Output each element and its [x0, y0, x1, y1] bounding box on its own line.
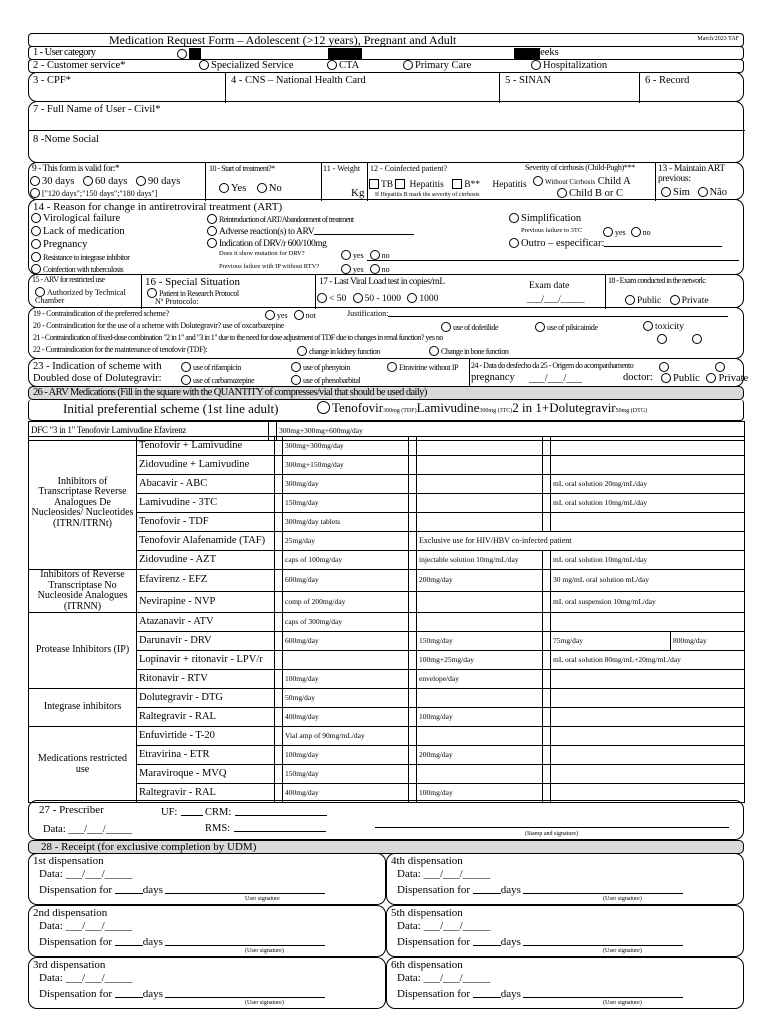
dispensation-title: 3rd dispensation — [33, 959, 106, 971]
dose-1 — [283, 651, 409, 670]
qty-box[interactable] — [275, 632, 283, 651]
dose-2: 150mg/day — [417, 632, 543, 651]
qty-box[interactable] — [275, 551, 283, 570]
reason-virological[interactable]: Virological failure — [31, 213, 120, 225]
dfc-dose: 300mg+300mg+600mg/day — [277, 422, 745, 441]
qty-box[interactable] — [275, 613, 283, 632]
doctor-options[interactable]: Public Private — [661, 373, 748, 385]
sinan-label: 5 - SINAN — [505, 75, 552, 86]
dose-1: 400mg/day — [283, 784, 409, 803]
viral-load-label: 17 - Last Viral Load test in copies/mL — [319, 277, 445, 287]
table-row — [29, 591, 745, 613]
maintain-options[interactable]: Sim Não — [661, 187, 727, 199]
dose-2 — [417, 437, 543, 456]
prev-3tc-answer[interactable]: yes no — [603, 227, 651, 238]
validity-row — [28, 162, 744, 200]
form-version: March/2023 TAF — [697, 36, 739, 42]
dose-3 — [551, 708, 745, 727]
stamp-label: (Stamp and signature) — [525, 831, 578, 837]
qty-box[interactable] — [275, 689, 283, 708]
start-options[interactable]: Yes No — [219, 183, 282, 195]
start-treatment-label: 10 - Start of treatment?* — [209, 164, 275, 173]
research-protocol[interactable]: Patient in Research Protocol — [147, 288, 239, 299]
dose-2 — [417, 689, 543, 708]
med-group-label: Integrase inhibitors — [29, 689, 137, 727]
drv-q1-answer[interactable]: yes no — [341, 250, 390, 261]
qty-box[interactable] — [275, 456, 283, 475]
outcome-label: 24 - Data do desfecho da 25 - Origem do acompanhamento — [471, 361, 634, 370]
reason-drv[interactable]: Indication of DRV/r 600/100mg — [207, 238, 326, 249]
qty-box[interactable] — [409, 532, 417, 551]
drug-name: Tenofovir Alafenamide (TAF) — [137, 532, 275, 551]
dispensation-title: 2nd dispensation — [33, 907, 108, 919]
full-name-label: 7 - Full Name of User - Civil* — [33, 104, 161, 115]
qty-box[interactable] — [409, 591, 417, 613]
contra-19: 19 - Contraindication of the preferred scheme? — [33, 309, 169, 318]
dispensation-days[interactable]: Dispensation for days — [39, 988, 325, 1000]
prescriber-date[interactable]: Data: ___/___/_____ — [43, 824, 132, 835]
drv-question-1: Does it show mutation for DRV? — [219, 250, 305, 257]
contra-20-toxicity[interactable]: toxicity — [643, 321, 684, 332]
dose-2: 200mg/day — [417, 570, 543, 592]
maintain-label: 13 - Maintain ART previous: — [658, 164, 725, 185]
doubled-phenobarbital[interactable]: use of phenobarbital — [291, 375, 360, 386]
qty-box[interactable] — [543, 456, 551, 475]
qty-box[interactable] — [409, 475, 417, 494]
med-group-label: Inhibitors of Reverse Transcriptase No Nucleoside Analogues (ITRNN) — [29, 570, 137, 613]
dose-2: injectable solution 10mg/mL/day — [417, 551, 543, 570]
drug-name: Efavirenz - EFZ — [137, 570, 275, 592]
table-row — [29, 613, 745, 632]
contra-22-bone[interactable]: Change in bone function — [429, 346, 508, 357]
drug-name: Nevirapine - NVP — [137, 591, 275, 613]
doubled-label-b: Doubled dose of Dolutegravir: — [33, 373, 162, 384]
dose-1: comp of 200mg/day — [283, 591, 409, 613]
qty-box[interactable] — [275, 591, 283, 613]
qty-box[interactable] — [275, 437, 283, 456]
table-row — [29, 532, 745, 551]
drug-name: Abacavir - ABC — [137, 475, 275, 494]
dose-1: 300mg/day — [283, 475, 409, 494]
dispensation-date[interactable]: Data: ___/___/_____ — [397, 972, 491, 984]
qty-box[interactable] — [543, 551, 551, 570]
initial-scheme-label: Initial preferential scheme (1st line adult) — [63, 401, 279, 416]
dose-2: 100mg/day — [417, 708, 543, 727]
dose-2: envelope/day — [417, 670, 543, 689]
dose-1: 300mg+300mg/day — [283, 437, 409, 456]
justification-label: Justification: — [347, 310, 728, 319]
med-group-label: Protease Inhibitors (IP) — [29, 613, 137, 689]
reason-adverse[interactable]: Adverse reaction(s) to ARV — [207, 226, 414, 237]
dispensation-box — [28, 957, 386, 1009]
validity-options[interactable]: 30 days 60 days 90 days — [30, 176, 180, 188]
qty-box[interactable] — [275, 708, 283, 727]
dose-3 — [551, 437, 745, 456]
doubled-etravirine[interactable]: Etravirine without IP — [387, 362, 458, 373]
dispensation-title: 1st dispensation — [33, 855, 104, 867]
dispensation-date[interactable]: Data: ___/___/_____ — [39, 920, 133, 932]
contra-21: 21 - Contraindication of fixed-dose combination "2 in 1" and "3 in 1" due to the need for dose adjustment of TDF due to changes in renal function? yes no — [33, 333, 443, 342]
dose-1: caps of 300mg/day — [283, 613, 409, 632]
contra-22: 22 - Contraindication for the maintenance of tenofovir (TDF): — [33, 345, 208, 354]
dose-1: 300mg+150mg/day — [283, 456, 409, 475]
service-cta[interactable]: CTA — [327, 60, 359, 72]
prescriber-row — [28, 800, 744, 840]
qty-box[interactable] — [275, 727, 283, 746]
med-group-label: Medications restricted use — [29, 727, 137, 803]
dfc-label: DFC "3 in 1" Tenofovir Lamivudine Efavirenz — [29, 422, 269, 441]
table-row — [29, 456, 745, 475]
receipt-header — [28, 840, 744, 854]
drug-name: Tenofovir - TDF — [137, 513, 275, 532]
dose-2 — [417, 613, 543, 632]
dose-2 — [417, 591, 543, 613]
doctor-label: doctor: — [623, 372, 653, 383]
table-row — [29, 494, 745, 513]
qty-box[interactable] — [275, 651, 283, 670]
form-header — [28, 33, 744, 47]
dose-3 — [551, 670, 745, 689]
cpf-label: 3 - CPF* — [33, 75, 71, 86]
dose-3 — [551, 746, 745, 765]
doubled-phenytoin[interactable]: use of phenytoin — [291, 362, 350, 373]
reason-other[interactable]: Outro – especificar: — [509, 238, 722, 250]
qty-box[interactable] — [543, 746, 551, 765]
reason-coinfection-tb[interactable]: Coinfection with tuberculosis — [31, 264, 123, 275]
drug-name: Atazanavir - ATV — [137, 613, 275, 632]
qty-box[interactable] — [275, 494, 283, 513]
drug-name: Raltegravir - RAL — [137, 708, 275, 727]
table-row — [29, 513, 745, 532]
dose-2 — [417, 727, 543, 746]
dose-1: 600mg/day — [283, 632, 409, 651]
dispensation-box — [386, 905, 744, 957]
network-options[interactable]: Public Private — [625, 295, 709, 306]
qty-box[interactable] — [409, 570, 417, 592]
special-situation-label: 16 - Special Situation — [145, 276, 241, 288]
dose-1: 25mg/day — [283, 532, 409, 551]
crm-field[interactable]: CRM: — [205, 807, 327, 819]
user-signature-label: (User signature) — [603, 1000, 642, 1006]
doctor-private[interactable] — [715, 362, 727, 374]
dose-3 — [551, 513, 745, 532]
reason-resistance[interactable]: Resistance to integrase inhibitor — [31, 252, 129, 263]
contra-20-pilsicainide[interactable]: use of pilsicainide — [535, 322, 598, 333]
customer-service-label: 2 - Customer service* — [33, 60, 126, 71]
qty-box[interactable] — [409, 551, 417, 570]
arv-header-text: 26 - ARV Medications (Fill in the square with the QUANTITY of compresses/vial that should be used daily) — [33, 387, 427, 398]
dose-1: Vial amp of 90mg/mL/day — [283, 727, 409, 746]
reason-simplification[interactable]: Simplification — [509, 213, 581, 225]
contra-20-dofetilide[interactable]: use of dofetilide — [441, 322, 498, 333]
reason-reintroduction[interactable]: Reintroduction of ART/Abandonment of treatment — [207, 214, 354, 225]
table-row — [29, 689, 745, 708]
dose-2 — [417, 513, 543, 532]
dose-1: 300mg/day tablets — [283, 513, 409, 532]
user-category-row — [28, 46, 744, 60]
exam-date-field[interactable]: ___/___/_____ — [527, 295, 585, 305]
restricted-row — [28, 274, 744, 308]
dispensation-days[interactable]: Dispensation for days — [39, 884, 325, 896]
table-row — [29, 651, 745, 670]
dispensation-box — [28, 905, 386, 957]
dose-2: 200mg/day — [417, 746, 543, 765]
dose-2 — [417, 494, 543, 513]
service-primary-care[interactable]: Primary Care — [403, 60, 471, 72]
table-row — [29, 551, 745, 570]
qty-box[interactable] — [543, 437, 551, 456]
qty-box[interactable] — [409, 708, 417, 727]
qty-box[interactable] — [275, 513, 283, 532]
doubled-carbamazepine[interactable]: use of carbamazepine — [181, 375, 254, 386]
qty-box[interactable] — [409, 437, 417, 456]
outcome-date[interactable]: ___/___/___ — [529, 373, 583, 384]
qty-box[interactable] — [275, 570, 283, 592]
dose-4: 800mg/day — [671, 632, 745, 651]
rms-field[interactable]: RMS: — [205, 823, 326, 835]
weeks-label: Weeks — [531, 47, 559, 58]
qty-box[interactable] — [543, 570, 551, 592]
customer-service-row — [28, 59, 744, 73]
contra-20: 20 - Contraindication for the use of a scheme with Dolutegravir? use of oxcarbazepine — [33, 321, 285, 330]
dose-3: mL oral solution 10mg/mL/day — [551, 551, 745, 570]
arv-restricted-authorized[interactable]: Authorized by Technical Chamber — [35, 288, 126, 305]
drug-name: Ritonavir - RTV — [137, 670, 275, 689]
qty-box[interactable] — [543, 651, 551, 670]
dispensation-days[interactable]: Dispensation for days — [397, 936, 683, 948]
drug-name: Enfuvirtide - T-20 — [137, 727, 275, 746]
dose-2: 100mg+25mg/day — [417, 651, 543, 670]
table-row — [29, 632, 745, 651]
qty-box[interactable] — [543, 475, 551, 494]
contra-22-kidney[interactable]: change in kidney function — [297, 346, 380, 357]
qty-box[interactable] — [543, 689, 551, 708]
dispensation-date[interactable]: Data: ___/___/_____ — [39, 972, 133, 984]
contra-21-answer[interactable] — [657, 334, 704, 346]
dispensation-date[interactable]: Data: ___/___/_____ — [39, 868, 133, 880]
user-category-label: 1 - User category — [33, 47, 96, 58]
qty-box[interactable] — [409, 651, 417, 670]
table-row — [29, 708, 745, 727]
reason-label: 14 - Reason for change in antiretroviral treatment (ART) — [33, 201, 283, 213]
dispensation-date[interactable]: Data: ___/___/_____ — [397, 868, 491, 880]
qty-box[interactable] — [275, 532, 283, 551]
table-row — [29, 746, 745, 765]
validity-label: 9 - This form is valid for:* — [32, 164, 120, 174]
qty-box[interactable] — [543, 632, 551, 651]
validity-options-alt[interactable]: ["120 days";"150 days";"180 days"] — [30, 188, 157, 199]
qty-box[interactable] — [543, 513, 551, 532]
weight-label: 11 - Weight — [323, 164, 361, 173]
qty-box[interactable] — [543, 708, 551, 727]
qty-box[interactable] — [275, 670, 283, 689]
dose-1: 150mg/day — [283, 494, 409, 513]
record-label: 6 - Record — [645, 75, 690, 86]
dose-1: 150mg/day — [283, 765, 409, 784]
viral-load-options[interactable]: < 50 50 - 1000 1000 — [317, 293, 438, 304]
initial-scheme-row — [28, 399, 744, 421]
table-row — [29, 727, 745, 746]
ids-row — [28, 72, 744, 102]
dose-3 — [551, 765, 745, 784]
drug-name: Darunavir - DRV — [137, 632, 275, 651]
dose-3: mL oral solution 80mg/mL+20mg/mL/day — [551, 651, 745, 670]
drug-name: Tenofovir + Lamivudine — [137, 437, 275, 456]
reason-pregnancy[interactable]: Pregnancy — [31, 239, 87, 251]
dose-2 — [417, 456, 543, 475]
table-row — [29, 475, 745, 494]
uf-field[interactable]: UF: — [161, 807, 203, 819]
dose-3: mL oral solution 20mg/mL/day — [551, 475, 745, 494]
dispensation-days[interactable]: Dispensation for days — [397, 988, 683, 1000]
drug-name: Maraviroque - MVQ — [137, 765, 275, 784]
dispensation-date[interactable]: Data: ___/___/_____ — [397, 920, 491, 932]
qty-box[interactable] — [543, 613, 551, 632]
dispensation-days[interactable]: Dispensation for days — [39, 936, 325, 948]
qty-box[interactable] — [409, 513, 417, 532]
dose-3: mL oral solution 10mg/mL/day — [551, 494, 745, 513]
table-row — [29, 765, 745, 784]
dose-note: Exclusive use for HIV/HBV co-infected patient — [417, 532, 745, 551]
drug-name: Dolutegravir - DTG — [137, 689, 275, 708]
cns-label: 4 - CNS – National Health Card — [231, 75, 366, 86]
drug-name: Etravirina - ETR — [137, 746, 275, 765]
cirrhosis-option-a[interactable]: Without Cirrhosis Child A — [533, 176, 631, 188]
qty-box[interactable] — [409, 765, 417, 784]
doubled-label-a: 23 - Indication of scheme with — [33, 361, 162, 372]
dose-3 — [551, 613, 745, 632]
med-group-label: Inhibitors of Transcriptase Reverse Analogues De Nucleosides/ Nucleotides (ITRN/ITRNt) — [29, 437, 137, 570]
exam-date-label: Exam date — [529, 281, 570, 291]
drug-name: Raltegravir - RAL — [137, 784, 275, 803]
dose-1: 400mg/day — [283, 708, 409, 727]
contraindication-row — [28, 307, 744, 359]
contra-19-answer[interactable]: yes not — [265, 310, 316, 321]
dose-1: 50mg/day — [283, 689, 409, 708]
arv-header — [28, 386, 744, 400]
drug-name: Lamivudine - 3TC — [137, 494, 275, 513]
dose-1: 600mg/day — [283, 570, 409, 592]
receipt-header-text: 28 - Receipt (for exclusive completion by UDM) — [41, 841, 257, 853]
qty-box[interactable] — [543, 765, 551, 784]
user-signature-label: User signature — [245, 896, 280, 902]
social-name-label: 8 -Nome Social — [33, 134, 99, 145]
dose-1: 100mg/day — [283, 746, 409, 765]
qty-box[interactable] — [409, 727, 417, 746]
drug-name: Lopinavir + ritonavir - LPV/r — [137, 651, 275, 670]
service-hospitalization[interactable]: Hospitalization — [531, 60, 607, 72]
dispensation-box — [386, 853, 744, 905]
name-row — [28, 101, 744, 163]
qty-box[interactable] — [409, 689, 417, 708]
user-signature-label: (User signature) — [603, 896, 642, 902]
dispensation-title: 5th dispensation — [391, 907, 463, 919]
table-row — [29, 670, 745, 689]
dose-3 — [551, 689, 745, 708]
coinfected-label: 12 - Coinfected patient? — [370, 164, 448, 173]
drv-q2-answer[interactable]: yes no — [341, 264, 390, 275]
reason-lack-medication[interactable]: Lack of medication — [31, 226, 125, 238]
coinfected-options[interactable]: TB Hepatitis B** Hepatitis — [367, 179, 527, 190]
user-signature-label: (User signature) — [603, 948, 642, 954]
table-row — [29, 570, 745, 592]
cirrhosis-label: Severity of cirrhosis (Child-Pugh)*** — [525, 163, 635, 172]
qty-box[interactable] — [409, 613, 417, 632]
dispensation-days[interactable]: Dispensation for days — [397, 884, 683, 896]
doubled-dose-row — [28, 358, 749, 387]
pregnancy-label: pregnancy — [471, 372, 515, 383]
qty-box[interactable] — [409, 456, 417, 475]
user-signature-label: (User signature) — [245, 1000, 284, 1006]
arv-restricted-label: 15 - ARV for restricted use — [32, 275, 105, 284]
qty-box[interactable] — [275, 475, 283, 494]
service-specialized[interactable]: Specialized Service — [199, 60, 294, 72]
dose-2: 100mg/day — [417, 784, 543, 803]
qty-box[interactable] — [409, 632, 417, 651]
doctor-public[interactable] — [659, 362, 671, 374]
qty-box[interactable] — [543, 670, 551, 689]
qty-box[interactable] — [275, 746, 283, 765]
hepatitis-note: If Hepatitis B mark the severity of cirrhosis — [375, 192, 480, 198]
exam-network-label: 18 - Exam conducted in the network: — [608, 276, 706, 285]
dispensation-box — [28, 853, 386, 905]
qty-box[interactable] — [409, 494, 417, 513]
reason-row — [28, 199, 744, 275]
qty-box[interactable] — [543, 591, 551, 613]
cirrhosis-option-bc[interactable]: Child B or C — [557, 188, 623, 200]
qty-box[interactable] — [409, 746, 417, 765]
initial-scheme-option[interactable]: Tenofovir300mg (TDF)Lamivudine300mg (3TC)2 in 1+Dolutegravir50mg (DTG) — [317, 401, 647, 415]
dispensation-title: 4th dispensation — [391, 855, 463, 867]
drug-name: Zidovudine + Lamivudine — [137, 456, 275, 475]
table-row — [29, 437, 745, 456]
dispensation-title: 6th dispensation — [391, 959, 463, 971]
dose-1: caps of 100mg/day — [283, 551, 409, 570]
form-title: Medication Request Form – Adolescent (>12 years), Pregnant and Adult — [109, 33, 457, 47]
dose-2 — [417, 765, 543, 784]
protocol-number-label: Nº Protocolo: — [155, 297, 199, 306]
qty-box[interactable] — [543, 727, 551, 746]
prescriber-label: 27 - Prescriber — [39, 804, 104, 816]
doubled-rifampicin[interactable]: use of rifampicin — [181, 362, 241, 373]
dose-1: 100mg/day — [283, 670, 409, 689]
qty-box[interactable] — [409, 670, 417, 689]
qty-box[interactable] — [543, 494, 551, 513]
dispensation-box — [386, 957, 744, 1009]
drug-name: Zidovudine - AZT — [137, 551, 275, 570]
dose-3 — [551, 727, 745, 746]
drv-question-2: Previous failure with IP without RTV? — [219, 263, 320, 270]
medication-table — [28, 436, 745, 803]
dose-3: mL oral suspension 10mg/mL/day — [551, 591, 745, 613]
dose-2 — [417, 475, 543, 494]
prev-3tc-label[interactable]: Previous failure to 3TC — [521, 227, 583, 234]
dose-3: 30 mg/mL oral solution mL/day — [551, 570, 745, 592]
qty-box[interactable] — [275, 765, 283, 784]
user-signature-label: (User signature) — [245, 948, 284, 954]
weight-unit: Kg — [351, 187, 365, 199]
dose-3: 75mg/day — [551, 632, 671, 651]
dose-3 — [551, 456, 745, 475]
